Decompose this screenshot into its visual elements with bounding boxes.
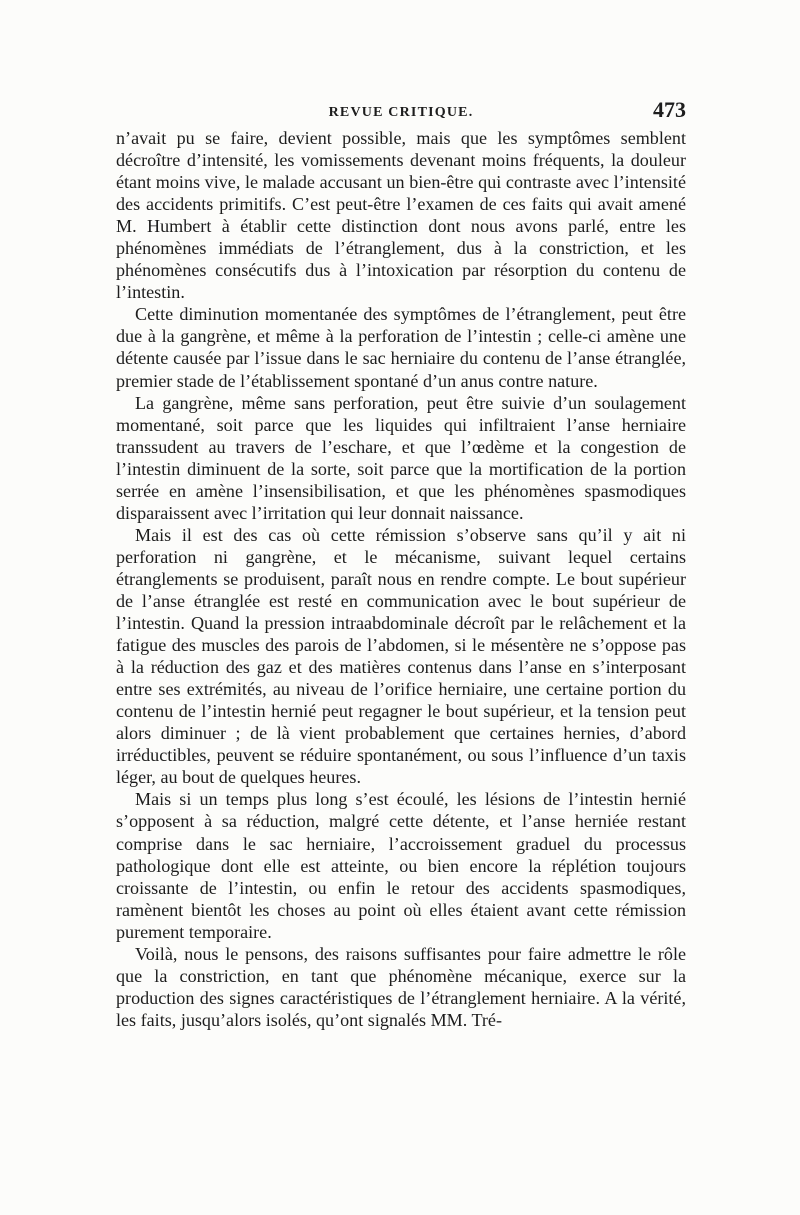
running-head	[116, 97, 686, 127]
paragraph: La gangrène, même sans perforation, peut être suivie d’un soulagement momentané, soit parce que les liquides qui infiltraient l’anse herniaire transsudent au travers de l’eschare, et que l’œdème et la congestion de l’intestin diminuent de la sorte, soit parce que la mortification de la portion serrée en amène l’insensibilisation, et que les phénomènes spasmodiques disparaissent avec l’irritation qui leur donnait naissance.	[116, 392, 686, 523]
paragraph: Cette diminution momentanée des symptômes de l’étranglement, peut être due à la gangrène, et même à la perforation de l’intestin ; celle-ci amène une détente causée par l’issue dans le sac herniaire du contenu de l’anse étranglée, premier stade de l’établissement spontané d’un anus contre nature.	[116, 304, 686, 391]
paragraph: Mais il est des cas où cette rémission s’observe sans qu’il y ait ni perforation ni gangrène, et le mécanisme, suivant lequel certains étranglements se produisent, paraît nous en rendre compte. Le bout supérieur de l’anse étranglée est resté en communication avec le bout supérieur de l’intestin. Quand la pression intraabdominale décroît par le relâchement et la fatigue des muscles des parois de l’abdomen, si le mésentère ne s’oppose pas à la réduction des gaz et des matières contenus dans l’anse en s’interposant entre ses extrémités, au niveau de l’orifice herniaire, une certaine portion du contenu de l’intestin hernié peut regagner le bout supérieur, et la tension peut alors diminuer ; de là vient probablement que certaines hernies, d’abord irréductibles, peuvent se réduire spontanément, ou sous l’influence d’un taxis léger, au bout de quelques heures.	[116, 524, 686, 788]
paragraph: Mais si un temps plus long s’est écoulé, les lésions de l’intestin hernié s’opposent à sa réduction, malgré cette détente, et l’anse herniée restant comprise dans le sac herniaire, l’accroissement graduel du processus pathologique dont elle est atteinte, ou bien encore la réplétion toujours croissante de l’intestin, ou enfin le retour des accidents spasmodiques, ramènent bientôt les choses au point où elles étaient avant cette rémission purement temporaire.	[116, 789, 686, 942]
paragraph: Voilà, nous le pensons, des raisons suffisantes pour faire admettre le rôle que la constriction, en tant que phénomène mécanique, exerce sur la production des signes caractéristiques de l’étranglement herniaire. A la vérité, les faits, jusqu’alors isolés, qu’ont signalés MM. Tré-	[116, 943, 686, 1030]
running-title: REVUE CRITIQUE.	[328, 105, 474, 120]
body-text	[116, 127, 686, 1031]
paragraph: n’avait pu se faire, devient possible, mais que les symptômes semblent décroître d’intensité, les vomissements devenant moins fréquents, la douleur étant moins vive, le malade accusant un bien-être qui contraste avec l’intensité des accidents primitifs. C’est peut-être l’examen de ces faits qui avait amené M. Humbert à établir cette distinction dont nous avons parlé, entre les phénomènes immédiats de l’étranglement, dus à la constriction, et les phénomènes consécutifs dus à l’intoxication par résorption du contenu de l’intestin.	[116, 128, 686, 303]
page-number: 473	[653, 97, 686, 122]
page-content	[116, 97, 686, 1031]
